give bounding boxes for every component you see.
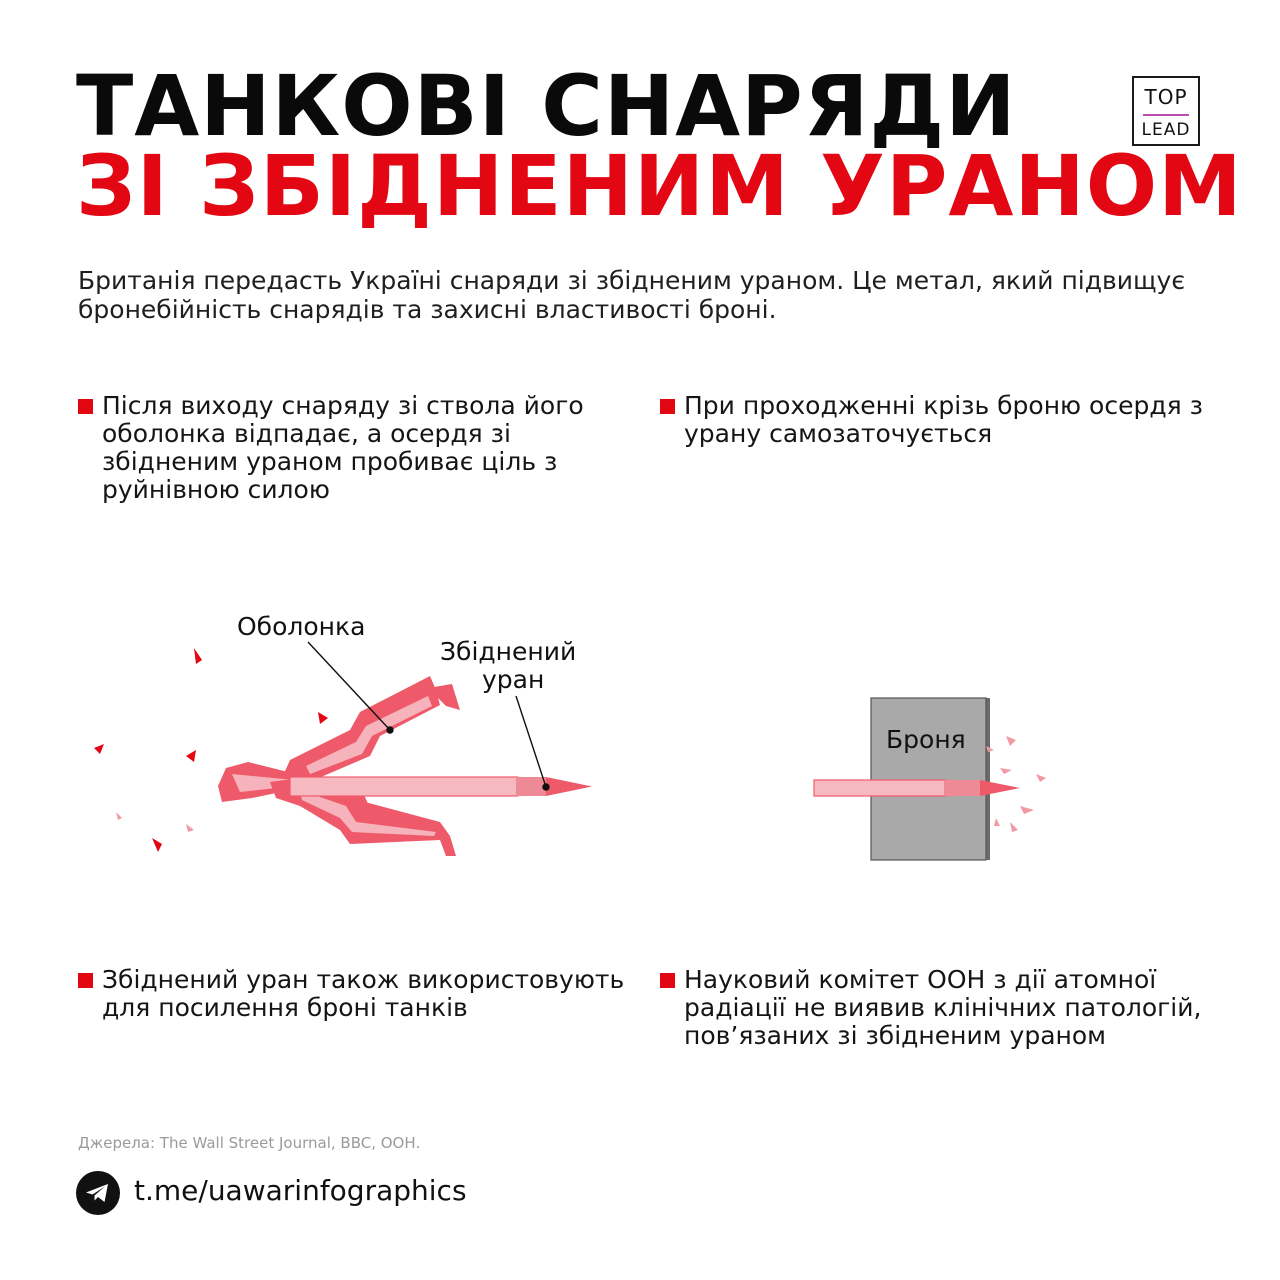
uranium-core-right bbox=[814, 780, 1020, 796]
bullet-text: Науковий комітет ООН з дії атомної радіації не виявив клінічних патологій, пов’язаних зі збідненим ураном bbox=[684, 965, 1202, 1050]
projectile-diagram bbox=[0, 560, 1280, 920]
bullet-item bbox=[78, 966, 638, 1022]
bullet-square-icon bbox=[660, 973, 675, 988]
bullet-item bbox=[78, 392, 638, 504]
label-shell: Оболонка bbox=[237, 612, 366, 641]
telegram-icon[interactable] bbox=[76, 1171, 120, 1215]
label-core-line-1: Збіднений bbox=[440, 637, 577, 666]
logo-divider bbox=[1143, 114, 1189, 116]
bullet-item bbox=[660, 966, 1220, 1050]
bullet-text: Після виходу снаряду зі ствола його оболонка відпадає, а осердя зі збідненим ураном пробиває ціль з руйнівною силою bbox=[102, 391, 584, 504]
bullet-item bbox=[660, 392, 1220, 448]
bullet-text: Збіднений уран також використовують для посилення броні танків bbox=[102, 965, 625, 1022]
title-line-1: ТАНКОВІ СНАРЯДИ bbox=[76, 57, 1017, 155]
logo-bottom-text: LEAD bbox=[1141, 120, 1191, 140]
bullet-text: При проходженні крізь броню осердя з урану самозаточується bbox=[684, 391, 1203, 448]
label-armor: Броня bbox=[886, 725, 966, 754]
intro-text: Британія передасть Україні снаряди зі збідненим ураном. Це метал, який підвищує бронебійність снарядів та захисні властивості броні. bbox=[78, 266, 1186, 324]
bullet-square-icon bbox=[660, 399, 675, 414]
debris-fragments bbox=[94, 648, 328, 852]
logo-top-text: TOP bbox=[1144, 85, 1188, 109]
armor-plate bbox=[871, 698, 990, 860]
bullet-square-icon bbox=[78, 973, 93, 988]
title-line-2: ЗІ ЗБІДНЕНИМ УРАНОМ bbox=[76, 137, 1243, 235]
shell-upper-petal bbox=[282, 676, 460, 786]
sources-text: Джерела: The Wall Street Journal, BBC, ООН. bbox=[78, 1134, 421, 1152]
top-lead-logo bbox=[1132, 76, 1200, 146]
label-core-line-2: уран bbox=[482, 665, 545, 694]
bullet-square-icon bbox=[78, 399, 93, 414]
telegram-link[interactable]: t.me/uawarinfographics bbox=[134, 1174, 467, 1207]
